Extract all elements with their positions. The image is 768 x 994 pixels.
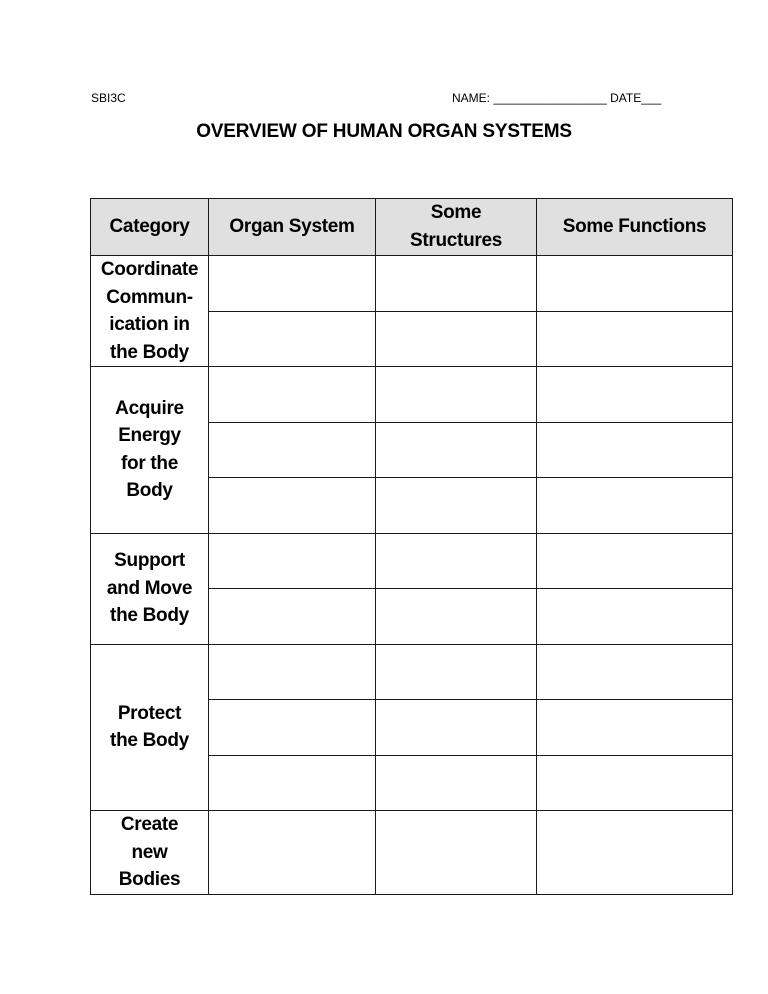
category-cell-coordinate [91,256,209,367]
column-header-some-functions: Some Functions [537,199,733,256]
organ-systems-table [90,198,733,895]
functions-cell[interactable] [537,478,733,534]
structures-cell[interactable] [376,311,537,367]
functions-cell[interactable] [537,256,733,312]
organ-system-cell[interactable] [209,755,376,811]
structures-cell[interactable] [376,533,537,589]
category-label: Create new Bodies [118,814,181,890]
functions-cell[interactable] [537,811,733,895]
organ-system-cell[interactable] [209,367,376,423]
functions-cell[interactable] [537,755,733,811]
functions-cell[interactable] [537,367,733,423]
functions-cell[interactable] [537,700,733,756]
category-label: Protect the Body [110,702,189,752]
structures-cell[interactable] [376,589,537,645]
organ-system-cell[interactable] [209,589,376,645]
category-cell-support-move [91,533,209,644]
functions-cell[interactable] [537,589,733,645]
organ-system-cell[interactable] [209,422,376,478]
organ-system-cell[interactable] [209,478,376,534]
table-row [91,533,733,589]
functions-cell[interactable] [537,311,733,367]
functions-cell[interactable] [537,644,733,700]
category-label: Support and Move the Body [106,550,193,627]
structures-cell[interactable] [376,755,537,811]
organ-system-cell[interactable] [209,811,376,895]
structures-cell[interactable] [376,256,537,312]
table-row [91,811,733,895]
structures-cell[interactable] [376,700,537,756]
organ-system-cell[interactable] [209,533,376,589]
column-header-some-structures: Some Structures [376,199,537,256]
organ-system-cell[interactable] [209,644,376,700]
table-header-row [91,199,733,256]
category-label: Coordinate Commun- ication in the Body [100,259,199,363]
column-header-category: Category [91,199,209,256]
category-cell-protect [91,644,209,811]
structures-cell[interactable] [376,367,537,423]
structures-cell[interactable] [376,644,537,700]
column-header-organ-system: Organ System [209,199,376,256]
structures-cell[interactable] [376,422,537,478]
functions-cell[interactable] [537,533,733,589]
table-row [91,367,733,423]
organ-system-cell[interactable] [209,256,376,312]
name-date-line: NAME: _________________ DATE___ [452,91,662,105]
functions-cell[interactable] [537,422,733,478]
category-cell-acquire-energy [91,367,209,534]
structures-cell[interactable] [376,478,537,534]
category-label: Acquire Energy for the Body [115,397,184,502]
table-row [91,644,733,700]
organ-system-cell[interactable] [209,311,376,367]
category-cell-create [91,811,209,895]
table-row [91,256,733,312]
organ-system-cell[interactable] [209,700,376,756]
course-code: SBI3C [91,91,126,105]
page-title: OVERVIEW OF HUMAN ORGAN SYSTEMS [196,121,572,142]
structures-cell[interactable] [376,811,537,895]
